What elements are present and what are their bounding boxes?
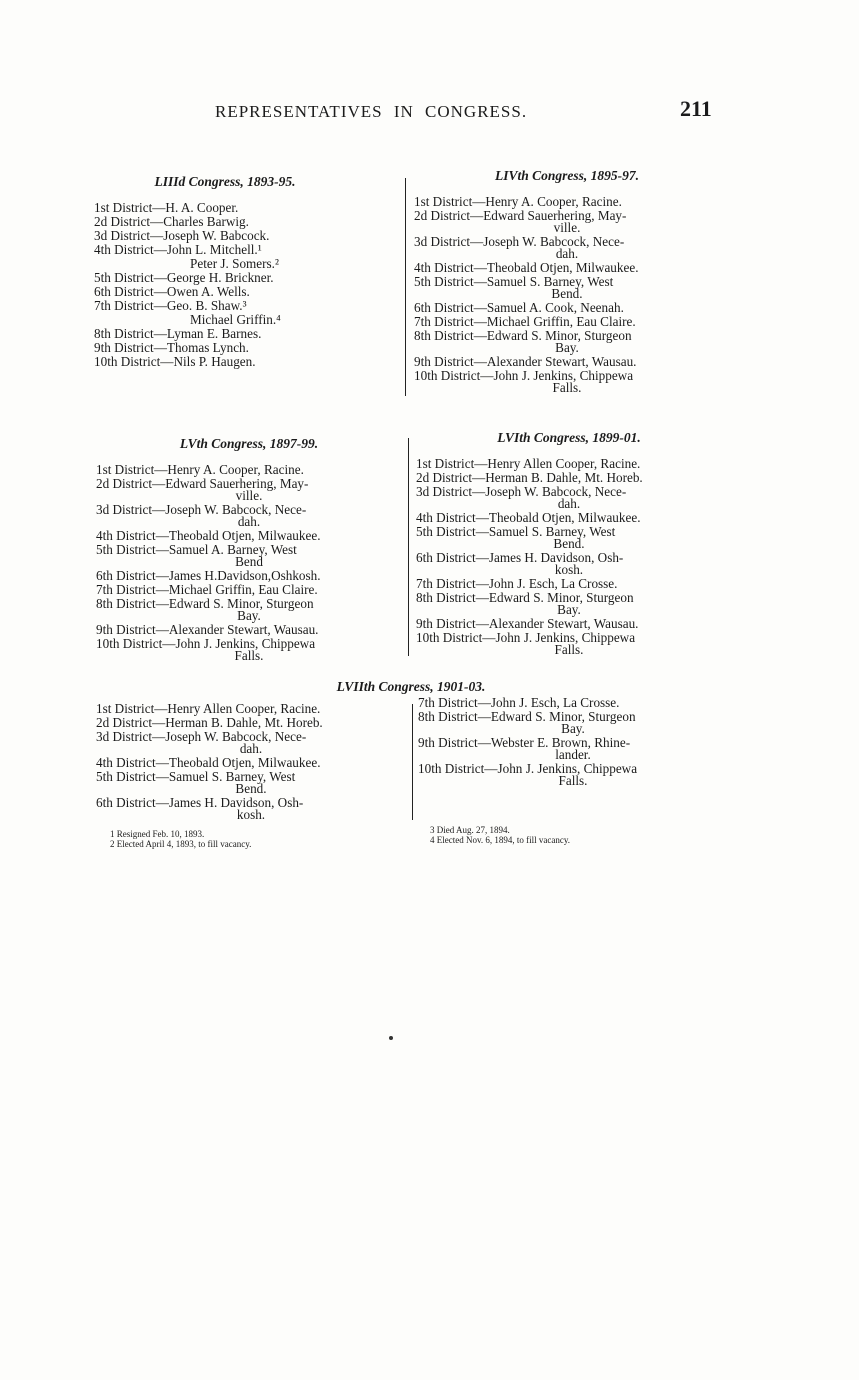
district-entry [416,526,722,550]
district-list [418,697,728,787]
district-entry-continuation: Bend [235,554,263,569]
district-entry-text: 10th District—John J. Jenkins, Chippewa [416,630,636,645]
district-entry-text: 9th District—Webster E. Brown, Rhine- [418,735,631,750]
district-entry-continuation: ville. [553,220,581,235]
district-entry-continuation: lander. [555,747,591,762]
district-entry [96,478,402,502]
district-entry-text: 7th District—John J. Esch, La Crosse. [418,695,620,710]
district-entry-continuation: Bend. [553,536,585,551]
district-entry-text: 3d District—Joseph W. Babcock. [94,228,270,243]
congress-heading: LIVth Congress, 1895-97. [494,168,640,183]
district-entry-text: 2d District—Herman B. Dahle, Mt. Horeb. [416,470,643,485]
district-entry [94,328,356,340]
footnote: 2 Elected April 4, 1893, to fill vacancy. [110,839,252,849]
congress-55-block [96,436,402,664]
district-entry-text: 6th District—James H. Davidson, Osh- [416,550,624,565]
district-entry [94,202,356,214]
district-entry-text: 1st District—H. A. Cooper. [94,200,239,215]
district-entry [96,530,402,542]
congress-54-block [414,168,720,396]
district-entry [414,370,720,394]
district-entry [94,300,356,312]
district-entry-continuation: dah. [555,246,579,261]
district-entry-text: 9th District—Alexander Stewart, Wausau. [96,622,319,637]
district-entry [96,624,402,636]
district-entry-text: 10th District—Nils P. Haugen. [94,354,256,369]
district-entry [416,512,722,524]
district-entry-text: 8th District—Edward S. Minor, Sturgeon [418,709,636,724]
district-entry-text: 8th District—Edward S. Minor, Sturgeon [414,328,632,343]
district-entry [96,504,402,528]
congress-57-left-column [96,703,406,823]
district-entry-text: 6th District—James H.Davidson,Oshkosh. [96,568,321,583]
district-entry-text: 4th District—Theobald Otjen, Milwaukee. [414,260,639,275]
district-entry-text: 7th District—Michael Griffin, Eau Claire. [414,314,636,329]
district-entry [414,316,720,328]
district-entry-text: 5th District—Samuel S. Barney, West [416,524,616,539]
district-entry-text: 10th District—John J. Jenkins, Chippewa [418,761,638,776]
congress-heading: LVIth Congress, 1899-01. [497,430,641,445]
district-entry [414,330,720,354]
district-entry [94,258,356,270]
congress-53-block [94,174,356,370]
district-entry-continuation: Bay. [237,608,261,623]
district-entry [94,216,356,228]
district-entry [414,302,720,314]
district-entry-text: 9th District—Alexander Stewart, Wausau. [416,616,639,631]
district-entry [416,458,722,470]
ink-dot [389,1036,393,1040]
district-entry [414,262,720,274]
district-entry-text: 3d District—Joseph W. Babcock, Nece- [416,484,627,499]
district-entry [96,757,406,769]
district-entry-text: 3d District—Joseph W. Babcock, Nece- [96,502,307,517]
district-entry [416,472,722,484]
district-entry-text: 1st District—Henry A. Cooper, Racine. [414,194,622,209]
district-entry-text: 2d District—Charles Barwig. [94,214,249,229]
district-list [414,196,720,394]
column-divider [405,178,406,396]
district-entry-text: 4th District—John L. Mitchell.¹ [94,242,262,257]
district-entry [416,592,722,616]
district-entry-text: Peter J. Somers.² [190,256,279,271]
footnotes-right [430,825,710,845]
district-entry [94,286,356,298]
district-entry-text: 4th District—Theobald Otjen, Milwaukee. [96,528,321,543]
district-list [94,202,356,368]
district-entry-text: 8th District—Edward S. Minor, Sturgeon [96,596,314,611]
district-entry-continuation: Falls. [234,648,264,663]
district-entry-text: 2d District—Edward Sauerhering, May- [96,476,309,491]
district-list [416,458,722,656]
district-entry-text: 8th District—Edward S. Minor, Sturgeon [416,590,634,605]
district-entry-text: 8th District—Lyman E. Barnes. [94,326,262,341]
district-entry [416,578,722,590]
district-entry-continuation: kosh. [236,807,266,822]
district-entry [416,552,722,576]
district-entry [96,638,402,662]
district-list [96,464,402,662]
district-entry [414,356,720,368]
district-entry [96,703,406,715]
district-entry [96,717,406,729]
district-entry-text: 4th District—Theobald Otjen, Milwaukee. [416,510,641,525]
district-entry [414,276,720,300]
district-entry [96,598,402,622]
district-entry [96,771,406,795]
district-entry [94,314,356,326]
footnotes-left [110,829,390,849]
district-entry-text: 9th District—Alexander Stewart, Wausau. [414,354,637,369]
district-entry-continuation: Falls. [558,773,588,788]
district-entry [418,763,728,787]
district-entry-text: 7th District—Michael Griffin, Eau Claire. [96,582,318,597]
district-entry-text: 2d District—Herman B. Dahle, Mt. Horeb. [96,715,323,730]
district-entry-continuation: Falls. [554,642,584,657]
district-entry-continuation: ville. [235,488,263,503]
district-entry-text: 9th District—Thomas Lynch. [94,340,249,355]
column-divider [408,438,409,656]
district-entry-text: Michael Griffin.⁴ [190,312,281,327]
footnote: 3 Died Aug. 27, 1894. [430,825,510,835]
district-entry [418,711,728,735]
district-entry [94,230,356,242]
column-divider [412,704,413,820]
district-entry [94,342,356,354]
district-entry [416,486,722,510]
district-entry-text: 10th District—John J. Jenkins, Chippewa [96,636,316,651]
district-entry [96,544,402,568]
district-entry-text: 7th District—Geo. B. Shaw.³ [94,298,247,313]
district-entry-text: 6th District—Samuel A. Cook, Neenah. [414,300,624,315]
district-entry-continuation: Bay. [557,602,581,617]
district-entry-text: 5th District—Samuel A. Barney, West [96,542,297,557]
district-entry [414,210,720,234]
district-entry [416,632,722,656]
district-entry-text: 1st District—Henry A. Cooper, Racine. [96,462,304,477]
district-entry [96,731,406,755]
district-entry [416,618,722,630]
district-entry-text: 3d District—Joseph W. Babcock, Nece- [414,234,625,249]
district-entry-continuation: dah. [239,741,263,756]
district-entry [414,236,720,260]
district-entry-continuation: Bay. [555,340,579,355]
district-entry [94,356,356,368]
congress-heading: LVIIth Congress, 1901-03. [336,679,486,694]
congress-heading: LIIId Congress, 1893-95. [154,174,296,189]
district-entry [96,584,402,596]
congress-57-right-column [418,697,728,789]
district-entry-continuation: Bend. [235,781,267,796]
district-list [96,703,406,821]
district-entry-text: 6th District—Owen A. Wells. [94,284,250,299]
district-entry-text: 5th District—Samuel S. Barney, West [96,769,296,784]
district-entry-text: 3d District—Joseph W. Babcock, Nece- [96,729,307,744]
district-entry-text: 10th District—John J. Jenkins, Chippewa [414,368,634,383]
district-entry-text: 1st District—Henry Allen Cooper, Racine. [96,701,321,716]
congress-56-block [416,430,722,658]
district-entry [96,570,402,582]
district-entry [96,797,406,821]
district-entry-continuation: dah. [557,496,581,511]
district-entry-text: 5th District—George H. Brickner. [94,270,274,285]
district-entry-continuation: kosh. [554,562,584,577]
district-entry-text: 4th District—Theobald Otjen, Milwaukee. [96,755,321,770]
district-entry-text: 1st District—Henry Allen Cooper, Racine. [416,456,641,471]
district-entry [418,737,728,761]
district-entry [94,272,356,284]
page-number: 211 [680,96,712,121]
district-entry-continuation: Bend. [551,286,583,301]
footnote: 4 Elected Nov. 6, 1894, to fill vacancy. [430,835,571,845]
district-entry-text: 6th District—James H. Davidson, Osh- [96,795,304,810]
district-entry-text: 7th District—John J. Esch, La Crosse. [416,576,618,591]
congress-heading: LVth Congress, 1897-99. [179,436,319,451]
district-entry-continuation: Falls. [552,380,582,395]
district-entry [94,244,356,256]
district-entry [414,196,720,208]
district-entry [96,464,402,476]
district-entry-continuation: Bay. [561,721,585,736]
district-entry-text: 5th District—Samuel S. Barney, West [414,274,614,289]
district-entry-continuation: dah. [237,514,261,529]
footnote: 1 Resigned Feb. 10, 1893. [110,829,205,839]
district-entry [418,697,728,709]
page-title: REPRESENTATIVES IN CONGRESS. [215,102,528,121]
district-entry-text: 2d District—Edward Sauerhering, May- [414,208,627,223]
